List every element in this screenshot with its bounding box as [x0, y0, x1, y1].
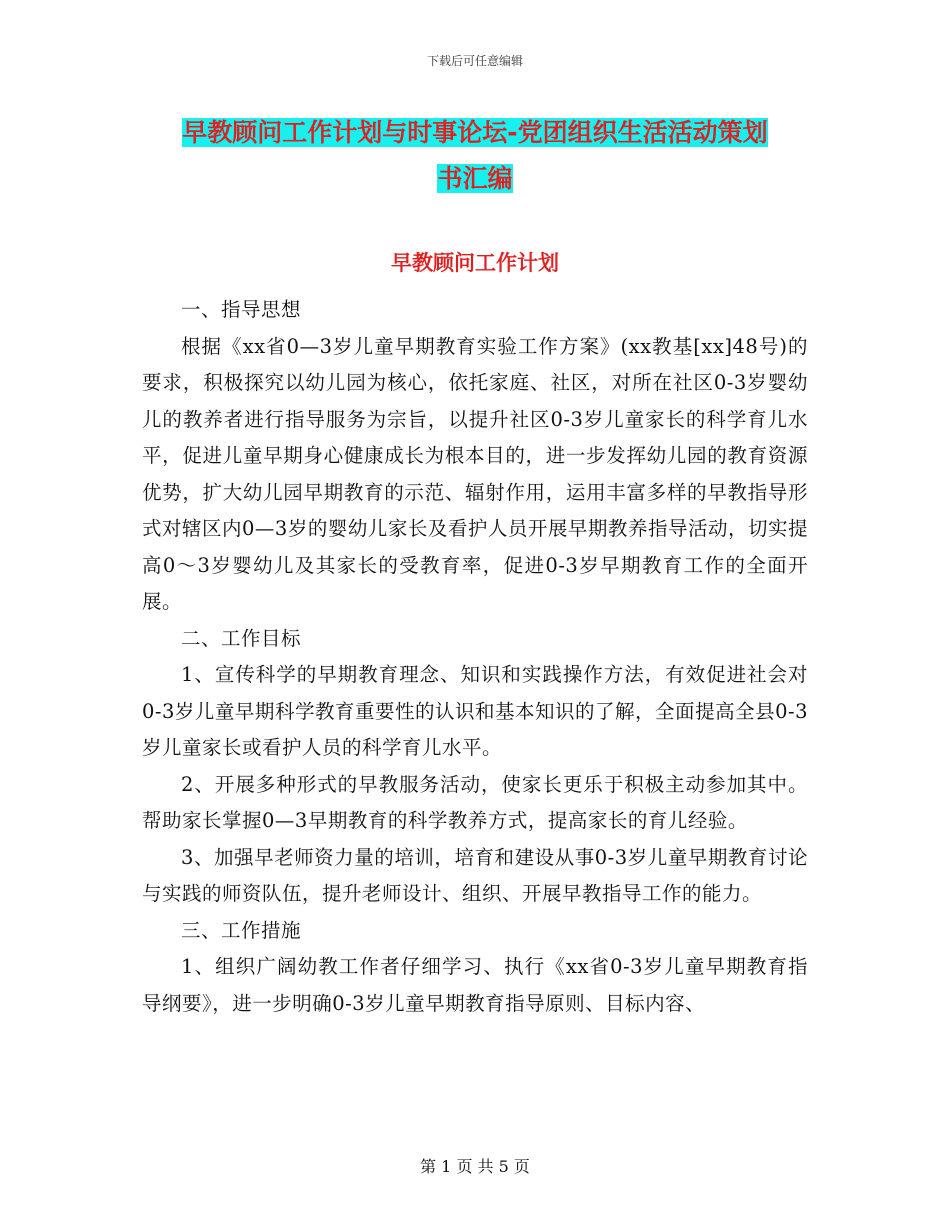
paragraph-goal-1: 1、宣传科学的早期教育理念、知识和实践操作方法，有效促进社会对0-3岁儿童早期科学教育重要性的认识和基本知识的了解，全面提高全县0-3岁儿童家长或看护人员的科学育儿水平。 [142, 663, 808, 759]
document-title-line-2: 书汇编 [437, 164, 513, 193]
document-title-line-1: 早教顾问工作计划与时事论坛-党团组织生活活动策划 [182, 118, 768, 147]
heading-guiding-thought: 一、指导思想 [181, 298, 302, 321]
document-title [140, 110, 810, 202]
paragraph-goal-3: 3、加强早老师资力量的培训，培育和建设从事0-3岁儿童早期教育讨论与实践的师资队伍，提升老师设计、组织、开展早教指导工作的能力。 [142, 845, 808, 905]
paragraph-guiding-thought: 根据《xx省0—3岁儿童早期教育实验工作方案》(xx教基[xx]48号)的要求，积极探究以幼儿园为核心，依托家庭、社区，对所在社区0-3岁婴幼儿的教养者进行指导服务为宗旨，以提升社区0-3岁儿童家长的科学育儿水平，促进儿童早期身心健康成长为根本目的，进一步发挥幼儿园的教育资源优势，扩大幼儿园早期教育的示范、辐射作用，运用丰富多样的早教指导形式对辖区内0—3岁的婴幼儿家长及看护人员开展早期教养指导活动，切实提高0～3岁婴幼儿及其家长的受教育率，促进0-3岁早期教育工作的全面开展。 [142, 334, 808, 613]
paragraph-measure-1: 1、组织广阔幼教工作者仔细学习、执行《xx省0-3岁儿童早期教育指导纲要》，进一步明确0-3岁儿童早期教育指导原则、目标内容、 [142, 955, 808, 1015]
heading-work-measures: 三、工作措施 [181, 918, 302, 942]
document-body [142, 292, 808, 1022]
section-title: 早教顾问工作计划 [391, 251, 559, 275]
header-note: 下载后可任意编辑 [426, 54, 523, 68]
heading-work-goals: 二、工作目标 [181, 626, 302, 650]
paragraph-goal-2: 2、开展多种形式的早教服务活动，使家长更乐于积极主动参加其中。帮助家长掌握0—3早期教育的科学教养方式，提高家长的育儿经验。 [142, 772, 808, 832]
page-footer: 第 1 页 共 5 页 [420, 1157, 530, 1176]
